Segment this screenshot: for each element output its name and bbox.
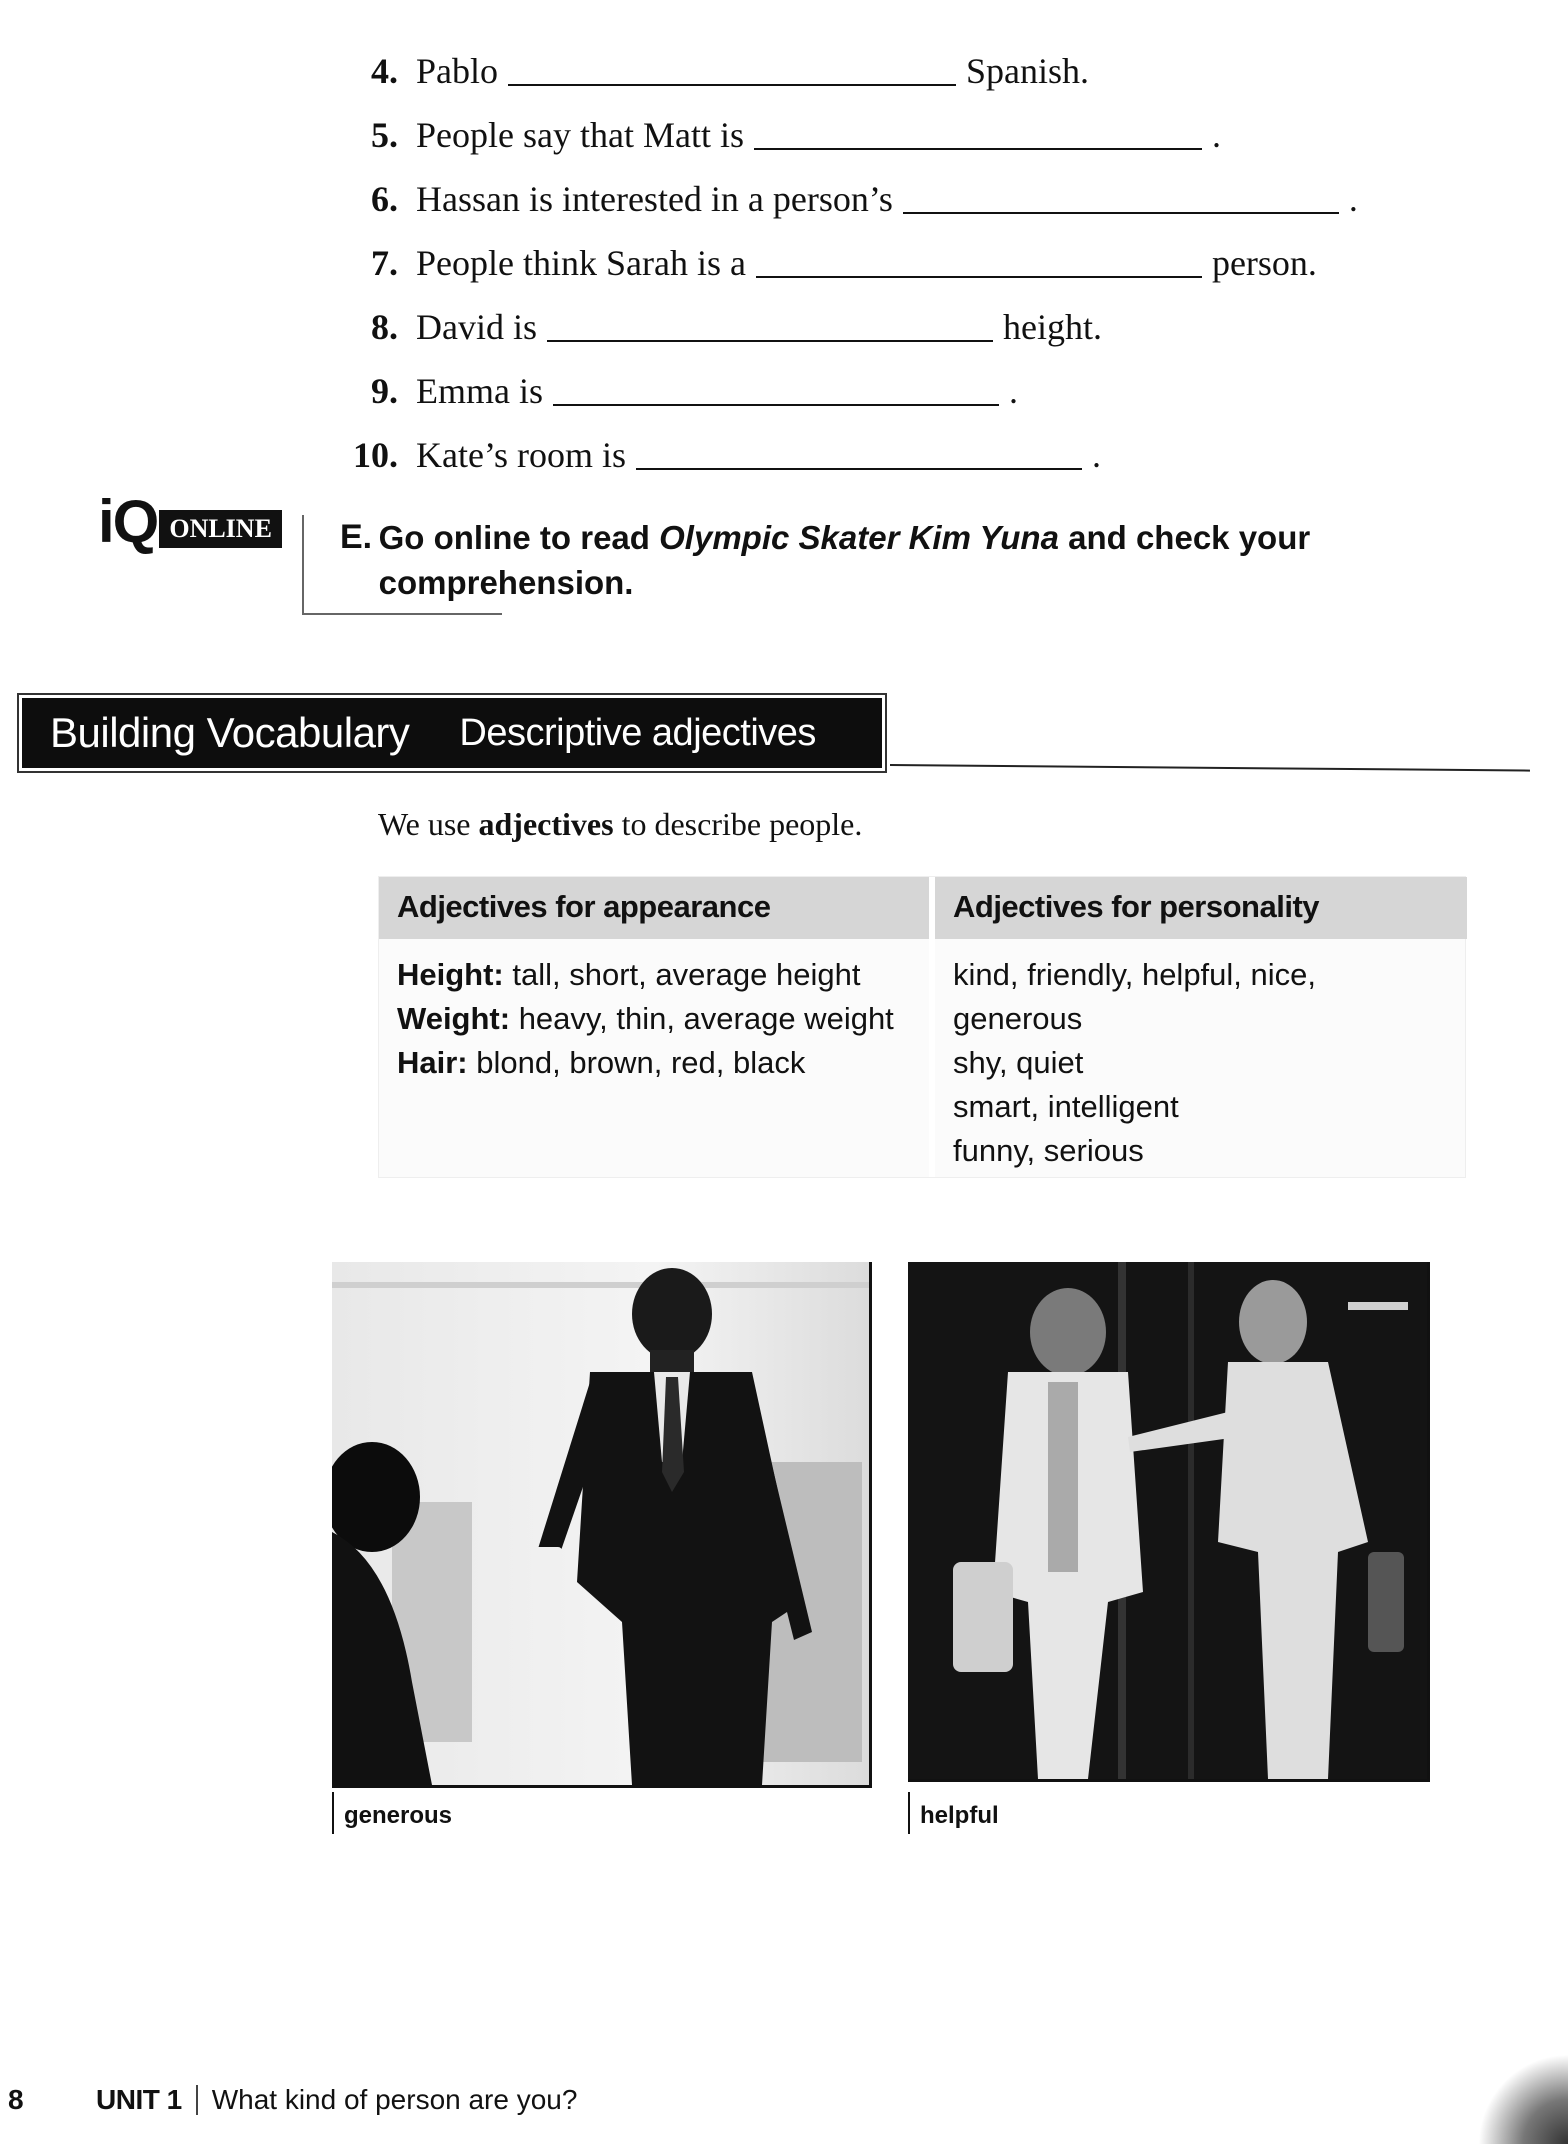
iq-online-logo xyxy=(98,488,282,555)
unit-title: What kind of person are you? xyxy=(211,2084,578,2115)
item-text-after: . xyxy=(1091,435,1101,475)
task-text xyxy=(379,515,1340,605)
row-text: tall, short, average height xyxy=(503,957,861,992)
answer-blank[interactable] xyxy=(756,242,1202,278)
answer-blank[interactable] xyxy=(636,434,1082,470)
personality-line: shy, quiet xyxy=(953,1045,1084,1080)
item-number: 9. xyxy=(371,371,398,411)
appearance-column xyxy=(379,877,929,1177)
row-label: Hair: xyxy=(397,1045,468,1080)
section-banner xyxy=(22,698,882,768)
item-text-before: People think Sarah is a xyxy=(416,243,746,283)
intro-after: to describe people. xyxy=(613,806,863,842)
task-e-instruction xyxy=(340,515,1340,605)
item-text-after: . xyxy=(1348,179,1358,219)
personality-line: kind, friendly, helpful, nice, xyxy=(953,957,1317,992)
intro-before: We use xyxy=(378,806,479,842)
exercise-item-8 xyxy=(330,292,1102,348)
exercise-item-5 xyxy=(330,100,1221,156)
item-text-before: Emma is xyxy=(416,371,543,411)
personality-line: funny, serious xyxy=(953,1133,1144,1168)
personality-line: smart, intelligent xyxy=(953,1089,1179,1124)
helpful-photo-illustration xyxy=(908,1262,1427,1779)
exercise-item-6 xyxy=(330,164,1358,220)
item-text-before: Hassan is interested in a person’s xyxy=(416,179,893,219)
caption-generous: generous xyxy=(332,1792,632,1834)
reading-title[interactable]: Olympic Skater Kim Yuna xyxy=(659,519,1059,556)
answer-blank[interactable] xyxy=(547,306,993,342)
exercise-item-10 xyxy=(330,420,1101,476)
item-number: 4. xyxy=(371,51,398,91)
unit-label: UNIT 1 xyxy=(96,2084,182,2115)
exercise-item-4 xyxy=(330,36,1089,92)
generous-photo-illustration xyxy=(332,1262,869,1785)
row-label: Height: xyxy=(397,957,504,992)
item-text-before: People say that Matt is xyxy=(416,115,744,155)
item-number: 8. xyxy=(371,307,398,347)
page-number: 8 xyxy=(8,2084,24,2115)
item-text-before: Pablo xyxy=(416,51,499,91)
task-letter: E. xyxy=(340,518,373,556)
item-text-after: Spanish. xyxy=(966,51,1090,91)
row-label: Weight: xyxy=(397,1001,511,1036)
item-number: 7. xyxy=(371,243,398,283)
appearance-row-hair xyxy=(397,1041,929,1085)
answer-blank[interactable] xyxy=(903,178,1339,214)
item-number: 6. xyxy=(371,179,398,219)
answer-blank[interactable] xyxy=(553,370,999,406)
banner-rule xyxy=(890,764,1530,772)
task-text-after: and check your comprehension. xyxy=(378,519,1311,601)
adjectives-table xyxy=(378,876,1466,1178)
personality-column xyxy=(935,877,1467,1177)
exercise-item-7 xyxy=(330,228,1317,284)
personality-line: generous xyxy=(953,1001,1083,1036)
item-text-after: . xyxy=(1008,371,1018,411)
photo-generous xyxy=(332,1262,872,1788)
exercise-item-9 xyxy=(330,356,1018,412)
online-badge: ONLINE xyxy=(159,510,282,548)
page-footer xyxy=(8,2084,577,2116)
item-text-after: . xyxy=(1211,115,1221,155)
answer-blank[interactable] xyxy=(754,114,1202,150)
caption-helpful: helpful xyxy=(908,1792,1208,1834)
item-text-after: person. xyxy=(1211,243,1317,283)
appearance-row-weight xyxy=(397,997,929,1041)
item-text-after: height. xyxy=(1003,307,1102,347)
section-title: Building Vocabulary xyxy=(50,709,410,756)
item-number: 10. xyxy=(353,435,398,475)
item-text-before: Kate’s room is xyxy=(416,435,626,475)
intro-keyword: adjectives xyxy=(478,806,614,842)
row-text: heavy, thin, average weight xyxy=(510,1001,894,1036)
iq-logo-letters: iQ xyxy=(98,488,158,555)
section-subtitle: Descriptive adjectives xyxy=(459,711,816,754)
answer-blank[interactable] xyxy=(508,50,956,86)
appearance-header: Adjectives for appearance xyxy=(379,877,929,939)
footer-separator xyxy=(196,2085,198,2115)
item-text-before: David is xyxy=(416,307,537,347)
personality-header: Adjectives for personality xyxy=(935,877,1467,939)
intro-sentence xyxy=(378,806,862,843)
appearance-row-height xyxy=(397,953,929,997)
task-text-before: Go online to read xyxy=(378,519,660,556)
photo-helpful xyxy=(908,1262,1430,1782)
item-number: 5. xyxy=(371,115,398,155)
page-corner-shadow xyxy=(1478,2054,1568,2144)
row-text: blond, brown, red, black xyxy=(467,1045,806,1080)
